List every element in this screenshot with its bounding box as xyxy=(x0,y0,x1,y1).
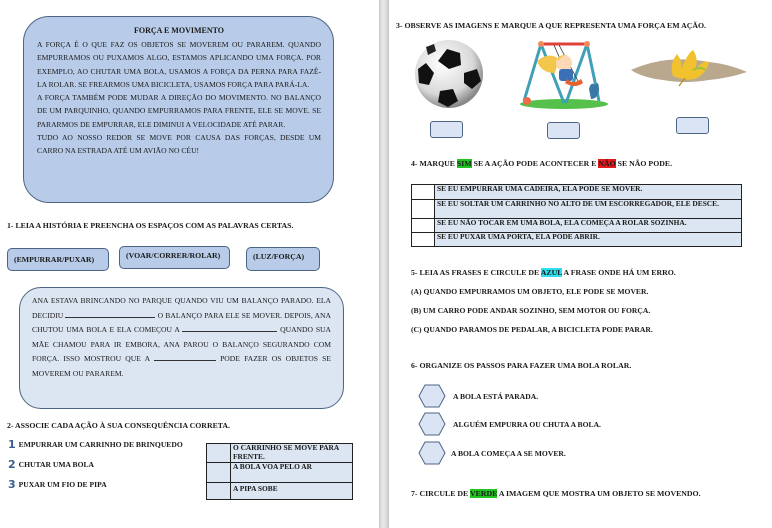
page-divider xyxy=(379,0,389,528)
yes-no-row xyxy=(412,185,742,200)
question-6-title: 6- ORGANIZE OS PASSOS PARA FAZER UMA BOLA ROLAR. xyxy=(411,361,632,370)
number-1-icon: 1 xyxy=(8,438,16,451)
worksheet-page-right xyxy=(389,0,772,528)
fill-in-story-box xyxy=(19,287,344,409)
sentence-a[interactable]: (A) QUANDO EMPURRAMOS UM OBJETO, ELE PODE SE MOVER. xyxy=(411,287,649,296)
answer-box-leaf[interactable] xyxy=(676,117,709,134)
hexagon-answer-box[interactable] xyxy=(418,441,446,465)
fill-text: QUANDO SUA MÃE CHAMOU PARA IR EMBORA, ANA PAROU O BALANÇO SEGURANDO COM FORÇA. ISSO MOSTROU QUE A xyxy=(32,325,332,364)
answer-cell[interactable] xyxy=(412,185,435,200)
question-5-title xyxy=(411,268,676,277)
story-paragraph: A FORÇA É O QUE FAZ OS OBJETOS SE MOVEREM OU PARAREM. QUANDO EMPURRAMOS OU PUXAMOS ALGO, ESTAMOS APLICANDO UMA FORÇA. POR EXEMPLO, AO CHUTAR UMA BOLA, USAMOS A FORÇA DA PERNA PARA FAZÊ-LA ROLAR. SE FREARMOS UMA BICICLETA, USAMOS FORÇA PARA PARÁ-LA. xyxy=(37,40,321,89)
action-label: EMPURRAR UM CARRINHO DE BRINQUEDO xyxy=(18,440,183,449)
blank-2-input[interactable] xyxy=(182,324,277,332)
azul-highlight: AZUL xyxy=(540,268,563,277)
fill-text: ANA ESTAVA BRINCANDO NO PARQUE QUANDO VIU UM BALANÇO PARADO. ELA DECIDIU xyxy=(32,296,331,320)
association-row xyxy=(207,463,353,483)
step-item-3 xyxy=(418,441,566,465)
action-item-1 xyxy=(8,438,183,451)
sentence-b[interactable]: (B) UM CARRO PODE ANDAR SOZINHO, SEM MOTOR OU FORÇA. xyxy=(411,306,651,315)
question-3-title: 3- OBSERVE AS IMAGENS E MARQUE A QUE REPRESENTA UMA FORÇA EM AÇÃO. xyxy=(396,21,706,30)
step-item-1 xyxy=(418,384,538,408)
hexagon-answer-box[interactable] xyxy=(418,412,446,436)
story-title: FORÇA E MOVIMENTO xyxy=(133,26,225,35)
verde-highlight: VERDE xyxy=(470,489,498,498)
title-text: 5- LEIA AS FRASES E CIRCULE DE xyxy=(411,268,540,277)
title-text: A FRASE ONDE HÁ UM ERRO. xyxy=(563,268,676,277)
step-text: A BOLA ESTÁ PARADA. xyxy=(453,391,539,401)
blank-3-input[interactable] xyxy=(154,353,216,361)
answer-cell[interactable] xyxy=(412,200,435,219)
answer-box-swing[interactable] xyxy=(547,122,580,139)
action-item-3 xyxy=(8,478,107,491)
association-table xyxy=(206,443,353,500)
step-text: A BOLA COMEÇA A SE MOVER. xyxy=(451,448,566,458)
story-paragraph: A FORÇA TAMBÉM PODE MUDAR A DIREÇÃO DO MOVIMENTO. NO BALANÇO DE UM PARQUINHO, QUANDO EMPURRAMOS PARA FRENTE, ELE SE MOVE. SE PARARMOS DE EMPURRAR, ELE DIMINUI A VELOCIDADE ATÉ PARAR. xyxy=(37,93,321,129)
yes-no-table xyxy=(411,184,742,247)
fill-text: O BALANÇO PARA ELE SE MOVER. DEPOIS, ANA CHUTOU UMA BOLA E ELA COMEÇOU A xyxy=(32,310,331,335)
sim-highlight: SIM xyxy=(456,159,472,168)
hexagon-answer-box[interactable] xyxy=(418,384,446,408)
action-label: PUXAR UM FIO DE PIPA xyxy=(18,480,107,489)
step-item-2 xyxy=(418,412,601,436)
soccer-ball-image xyxy=(414,39,484,109)
title-text: A IMAGEM QUE MOSTRA UM OBJETO SE MOVENDO. xyxy=(498,489,701,498)
story-paragraph: TUDO AO NOSSO REDOR SE MOVE POR CAUSA DAS FORÇAS, DESDE UM CARRO NA ESTRADA ATÉ UM AVIÃO NO CÉU! xyxy=(37,133,321,156)
number-3-icon: 3 xyxy=(8,478,16,491)
question-4-title xyxy=(411,159,672,168)
statement-text: SE EU NÃO TOCAR EM UMA BOLA, ELA COMEÇA A ROLAR SOZINHA. xyxy=(435,219,742,233)
blank-1-input[interactable] xyxy=(65,310,155,318)
answer-cell[interactable] xyxy=(207,463,231,483)
answer-cell[interactable] xyxy=(207,483,231,500)
consequence-text: O CARRINHO SE MOVE PARA FRENTE. xyxy=(231,444,353,463)
word-option-luz-forca: (LUZ/FORÇA) xyxy=(246,247,320,271)
statement-text: SE EU PUXAR UMA PORTA, ELA PODE ABRIR. xyxy=(435,233,742,247)
statement-text: SE EU SOLTAR UM CARRINHO NO ALTO DE UM ESCORREGADOR, ELE DESCE. xyxy=(435,200,742,219)
question-1-title: 1- LEIA A HISTÓRIA E PREENCHA OS ESPAÇOS COM AS PALAVRAS CERTAS. xyxy=(7,221,294,230)
question-2-title: 2- ASSOCIE CADA AÇÃO À SUA CONSEQUÊNCIA CORRETA. xyxy=(7,421,230,430)
leaf-on-ground-image xyxy=(629,48,749,88)
girl-on-swing-image xyxy=(519,39,609,111)
consequence-text: A BOLA VOA PELO AR xyxy=(231,463,353,483)
answer-cell[interactable] xyxy=(412,219,435,233)
title-text: 4- MARQUE xyxy=(411,159,455,168)
title-text: 7- CIRCULE DE xyxy=(411,489,469,498)
title-text: SE NÃO PODE. xyxy=(617,159,673,168)
fill-text: PODE FAZER OS OBJETOS SE MOVEREM OU PARAREM. xyxy=(32,354,331,378)
association-row xyxy=(207,483,353,500)
yes-no-row xyxy=(412,200,742,219)
answer-box-soccer-ball[interactable] xyxy=(430,121,463,138)
sentence-c[interactable]: (C) QUANDO PARAMOS DE PEDALAR, A BICICLETA PODE PARAR. xyxy=(411,325,653,334)
action-label: CHUTAR UMA BOLA xyxy=(18,460,95,469)
association-row xyxy=(207,444,353,463)
question-7-title xyxy=(411,489,701,498)
worksheet-page-left xyxy=(0,0,379,528)
story-box xyxy=(23,16,334,203)
word-option-empurrar-puxar: (EMPURRAR/PUXAR) xyxy=(7,248,109,271)
step-text: ALGUÉM EMPURRA OU CHUTA A BOLA. xyxy=(453,419,601,429)
yes-no-row xyxy=(412,233,742,247)
word-option-voar-correr-rolar: (VOAR/CORRER/ROLAR) xyxy=(119,246,230,269)
consequence-text: A PIPA SOBE xyxy=(231,483,353,500)
yes-no-row xyxy=(412,219,742,233)
nao-highlight: NÃO xyxy=(598,159,616,168)
answer-cell[interactable] xyxy=(207,444,231,463)
number-2-icon: 2 xyxy=(8,458,16,471)
title-text: SE A AÇÃO PODE ACONTECER E xyxy=(473,159,597,168)
action-item-2 xyxy=(8,458,94,471)
statement-text: SE EU EMPURRAR UMA CADEIRA, ELA PODE SE MOVER. xyxy=(435,185,742,200)
answer-cell[interactable] xyxy=(412,233,435,247)
